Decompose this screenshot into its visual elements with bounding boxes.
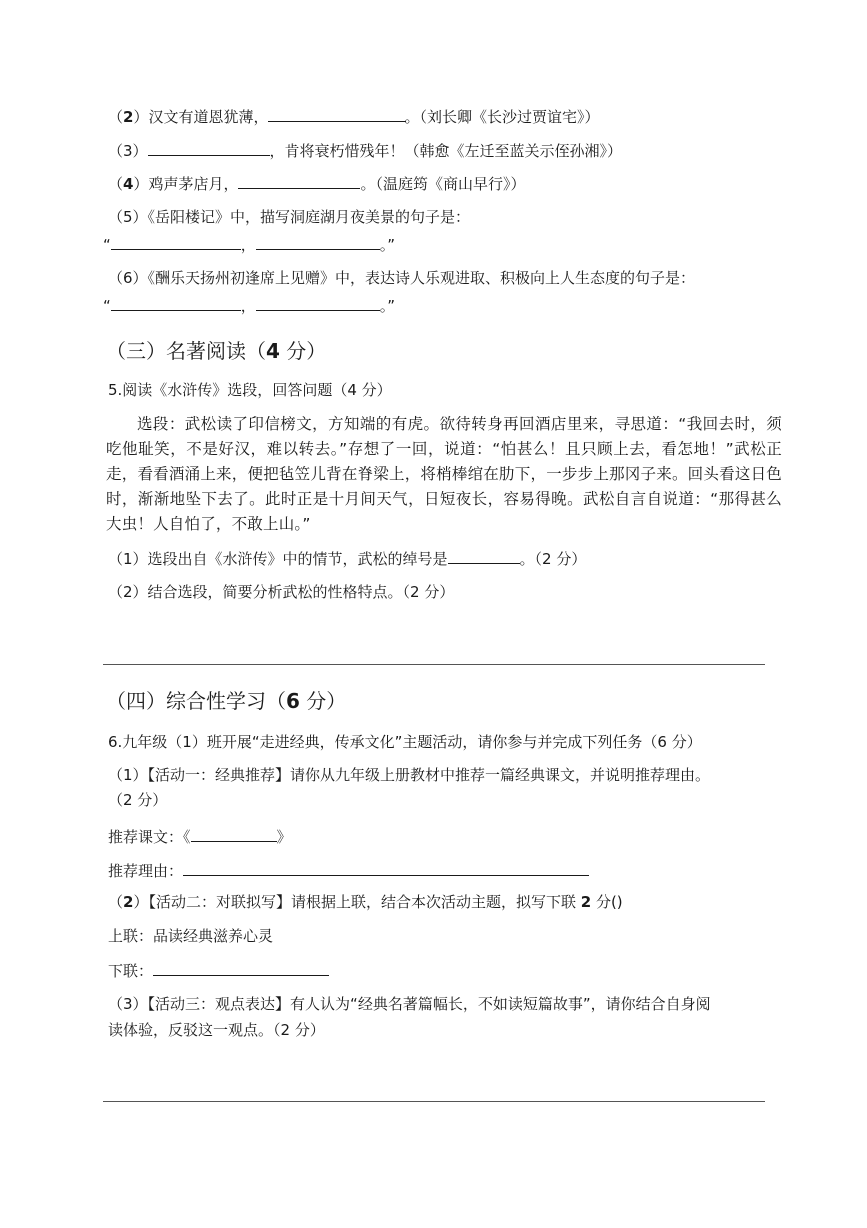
- question-6-title: 6.九年级（1）班开展“走进经典，传承文化”主题活动，请你参与并完成下列任务（6 分）: [108, 733, 702, 751]
- poem-q6-blank-2[interactable]: [256, 295, 380, 311]
- nickname-blank[interactable]: [448, 548, 520, 564]
- comma: ，: [240, 236, 256, 254]
- poem-q5-blank-1[interactable]: [111, 234, 241, 250]
- section3-heading-score: 4: [266, 339, 280, 363]
- activity2-pre: （: [108, 893, 124, 911]
- recommend-title-blank[interactable]: [191, 826, 277, 842]
- upper-couplet: 上联：品读经典滋养心灵: [108, 927, 274, 945]
- section4-heading: [106, 688, 346, 714]
- divider: [103, 1101, 765, 1102]
- section3-heading-prefix: （三）名著阅读（: [106, 339, 266, 363]
- poem-q4: （4）鸡声茅店月， 。（温庭筠《商山早行》）: [108, 175, 526, 193]
- poem-q2-blank[interactable]: [268, 106, 406, 122]
- section4-heading-prefix: （四）综合性学习（: [106, 689, 286, 713]
- poem-q6-blank-1[interactable]: [111, 295, 241, 311]
- poem-q2-num: 2: [123, 108, 134, 126]
- q5-sub2: （2）结合选段，简要分析武松的性格特点。（2 分）: [108, 583, 455, 601]
- poem-q6: （6）《酬乐天扬州初逢席上见赠》中，表达诗人乐观进取、积极向上人生态度的句子是：: [108, 269, 696, 287]
- lower-couplet-blank[interactable]: [153, 960, 329, 976]
- poem-q4-pre: ）鸡声茅店月，: [133, 175, 239, 193]
- poem-q2-pre: ）汉文有道恩犹薄，: [133, 108, 269, 126]
- poem-q3: [108, 140, 622, 161]
- divider: [103, 664, 765, 665]
- section4-heading-suffix: 分）: [299, 689, 347, 713]
- poem-q5: （5）《岳阳楼记》中，描写洞庭湖月夜美景的句子是：: [108, 208, 471, 226]
- quote-close: 。”: [379, 297, 396, 315]
- section3-heading: [106, 338, 326, 364]
- poem-q6-answer: [103, 295, 395, 316]
- q5-sub1-pre: （1）选段出自《水浒传》中的情节，武松的绰号是: [108, 550, 448, 568]
- poem-q3-pre: （3）: [108, 142, 148, 160]
- quote-open: “: [103, 297, 111, 315]
- recommend-title-label: 推荐课文：《: [108, 828, 191, 846]
- activity2-score: 2: [580, 893, 592, 911]
- passage: [106, 412, 782, 537]
- lower-couplet: [108, 960, 329, 981]
- activity2-post: 分(): [591, 893, 623, 911]
- activity2: [108, 892, 623, 912]
- activity1-line1: （1）【活动一：经典推荐】请你从九年级上册教材中推荐一篇经典课文，并说明推荐理由。: [108, 766, 711, 784]
- recommend-title-close: 》: [276, 828, 292, 846]
- lower-couplet-label: 下联：: [108, 962, 154, 980]
- section4-heading-score: 6: [286, 689, 300, 713]
- poem-q5-answer: [103, 234, 395, 255]
- poem-q5-blank-2[interactable]: [256, 234, 380, 250]
- poem-q4-blank[interactable]: [238, 173, 360, 189]
- poem-q3-post: ，肯将衰朽惜残年！（韩愈《左迁至蓝关示侄孙湘》）: [269, 142, 623, 160]
- recommend-reason-blank[interactable]: [183, 860, 589, 876]
- poem-q3-blank[interactable]: [148, 140, 270, 156]
- q5-sub1-post: 。（2 分）: [519, 550, 587, 568]
- quote-close: 。”: [379, 236, 396, 254]
- activity2-num: 2: [123, 893, 134, 911]
- activity1-line2: （2 分）: [108, 791, 168, 809]
- poem-q2: （2）汉文有道恩犹薄， 。（刘长卿《长沙过贾谊宅》）: [108, 108, 600, 126]
- passage-text: 选段：武松读了印信榜文，方知端的有虎。欲待转身再回酒店里来，寻思道：“我回去时，须吃他耻笑，不是好汉，难以转去。”存想了一回，说道：“怕甚么！且只顾上去，看怎地！”武松正走，看看酒涌上来，便把毡笠儿背在脊梁上，将梢棒绾在肋下，一步步上那冈子来。回头看这日色时，渐渐地坠下去了。此时正是十月间天气，日短夜长，容易得晚。武松自言自说道：“那得甚么大虫！人自怕了，不敢上山。”: [106, 415, 782, 533]
- activity2-mid: ）【活动二：对联拟写】请根据上联，结合本次活动主题，拟写下联: [133, 893, 581, 911]
- comma: ，: [240, 297, 256, 315]
- activity3-line2: 读体验，反驳这一观点。（2 分）: [108, 1021, 325, 1039]
- question-5-title: 5.阅读《水浒传》选段，回答问题（4 分）: [108, 381, 392, 399]
- poem-q4-post: 。（温庭筠《商山早行》）: [360, 175, 526, 193]
- quote-open: “: [103, 236, 111, 254]
- recommend-reason-label: 推荐理由：: [108, 862, 184, 880]
- recommend-reason: [108, 860, 589, 881]
- q5-sub1: [108, 548, 586, 569]
- poem-q4-num: 4: [123, 175, 134, 193]
- activity3-line1: （3）【活动三：观点表达】有人认为“经典名著篇幅长，不如读短篇故事”，请你结合自身阅: [108, 995, 711, 1013]
- poem-q2-post: 。（刘长卿《长沙过贾谊宅》）: [404, 108, 600, 126]
- section3-heading-suffix: 分）: [279, 339, 327, 363]
- recommend-title: [108, 826, 292, 847]
